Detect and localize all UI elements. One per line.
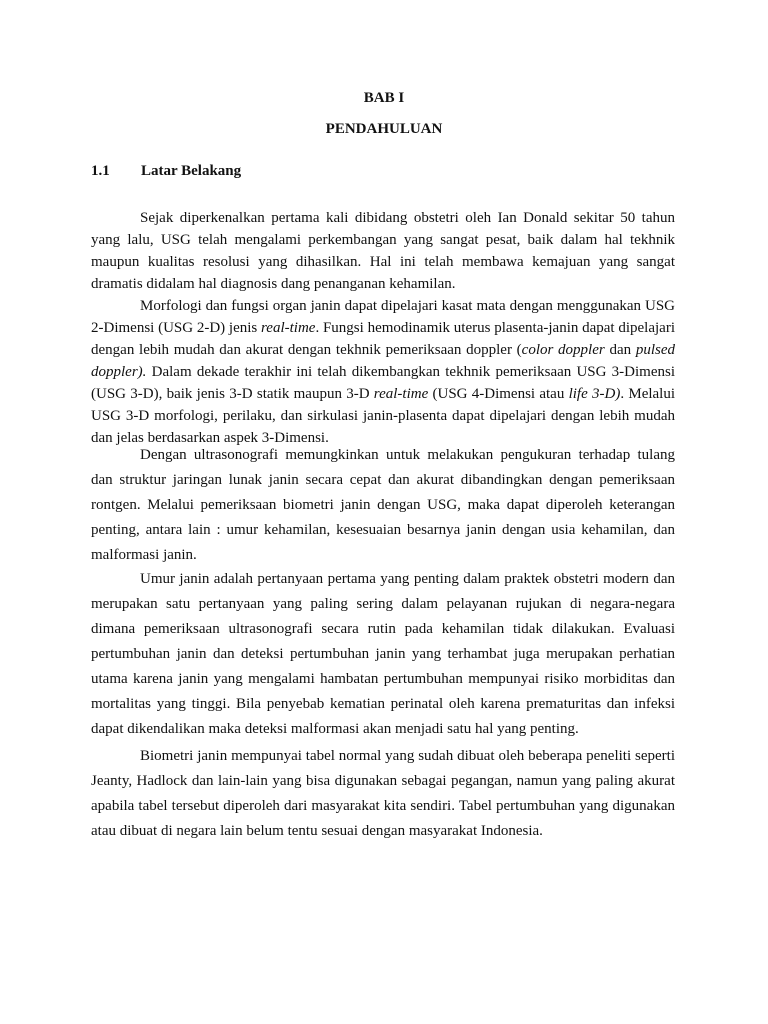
text-run: Sejak diperkenalkan pertama kali dibidang obstetri oleh Ian Donald sekitar 50 tahun yang lalu, USG telah mengalami perkembangan yang sangat pesat, baik dalam hal tekhnik maupun kualitas resolusi yang dihasilkan. Hal ini telah membawa kemajuan yang sangat dramatis didalam hal diagnosis dang penanganan kehamilan.	[91, 210, 675, 292]
text-run: dan	[604, 342, 636, 358]
text-run: (USG 4-Dimensi atau	[428, 386, 569, 402]
text-run: . Fungsi hemodinamik uterus plasenta-janin dapat dipelajari dengan lebih mudah dan akurat dengan tekhnik pemeriksaan doppler (	[91, 320, 675, 358]
paragraph-4	[91, 567, 675, 742]
section-number: 1.1	[91, 163, 110, 179]
italic-term: real-time	[261, 320, 316, 336]
chapter-title: PENDAHULUAN	[325, 121, 443, 137]
chapter-label: BAB I	[363, 90, 405, 106]
text-run: Morfologi dan fungsi organ janin dapat dipelajari kasat mata dengan menggunakan USG 2-Dimensi (USG 2-D) jenis	[91, 298, 675, 336]
paragraph-2	[91, 295, 675, 449]
text-run: Umur janin adalah pertanyaan pertama yang penting dalam praktek obstetri modern dan merupakan satu pertanyaan yang paling sering dalam pelayanan rujukan di negara-negara dimana pemeriksaan ultrasonografi secara rutin pada kehamilan tidak dilakukan. Evaluasi pertumbuhan janin dan deteksi pertumbuhan janin yang terhambat juga merupakan perhatian utama karena janin yang mengalami hambatan pertumbuhan mempunyai risiko morbiditas dan mortalitas yang tinggi. Bila penyebab kematian perinatal oleh karena prematuritas dan infeksi dapat dikendalikan maka deteksi malformasi akan menjadi satu hal yang penting.	[91, 571, 675, 737]
text-run: . Melalui USG 3-D morfologi, perilaku, dan sirkulasi janin-plasenta dapat dipelajari dengan lebih mudah dan jelas berdasarkan aspek 3-Dimensi.	[91, 386, 676, 446]
text-run: Dengan ultrasonografi memungkinkan untuk melakukan pengukuran terhadap tulang dan struktur jaringan lunak janin secara cepat dan akurat dibandingkan dengan pemeriksaan rontgen. Melalui pemeriksaan biometri janin dengan USG, maka dapat diperoleh keterangan penting, antara lain : umur kehamilan, kesesuaian besarnya janin dengan usia kehamilan, dan malformasi janin.	[91, 447, 675, 563]
paragraph-3	[91, 443, 675, 568]
italic-term: pulsed doppler).	[91, 342, 675, 380]
paragraph-1	[91, 207, 675, 295]
text-run: Dalam dekade terakhir ini telah dikembangkan tekhnik pemeriksaan USG 3-Dimensi (USG 3-D), baik jenis 3-D statik maupun 3-D	[91, 364, 675, 402]
italic-term: life 3-D)	[568, 386, 621, 402]
text-run: Biometri janin mempunyai tabel normal yang sudah dibuat oleh beberapa peneliti seperti Jeanty, Hadlock dan lain-lain yang bisa digunakan sebagai pegangan, namun yang paling akurat apabila tabel tersebut diperoleh dari masyarakat kita sendiri. Tabel pertumbuhan yang digunakan atau dibuat di negara lain belum tentu sesuai dengan masyarakat Indonesia.	[91, 748, 675, 839]
paragraph-5	[91, 744, 675, 844]
section-heading	[91, 161, 241, 181]
section-title: Latar Belakang	[141, 163, 242, 179]
italic-term: real-time	[373, 386, 429, 402]
italic-term: color doppler	[521, 342, 605, 358]
